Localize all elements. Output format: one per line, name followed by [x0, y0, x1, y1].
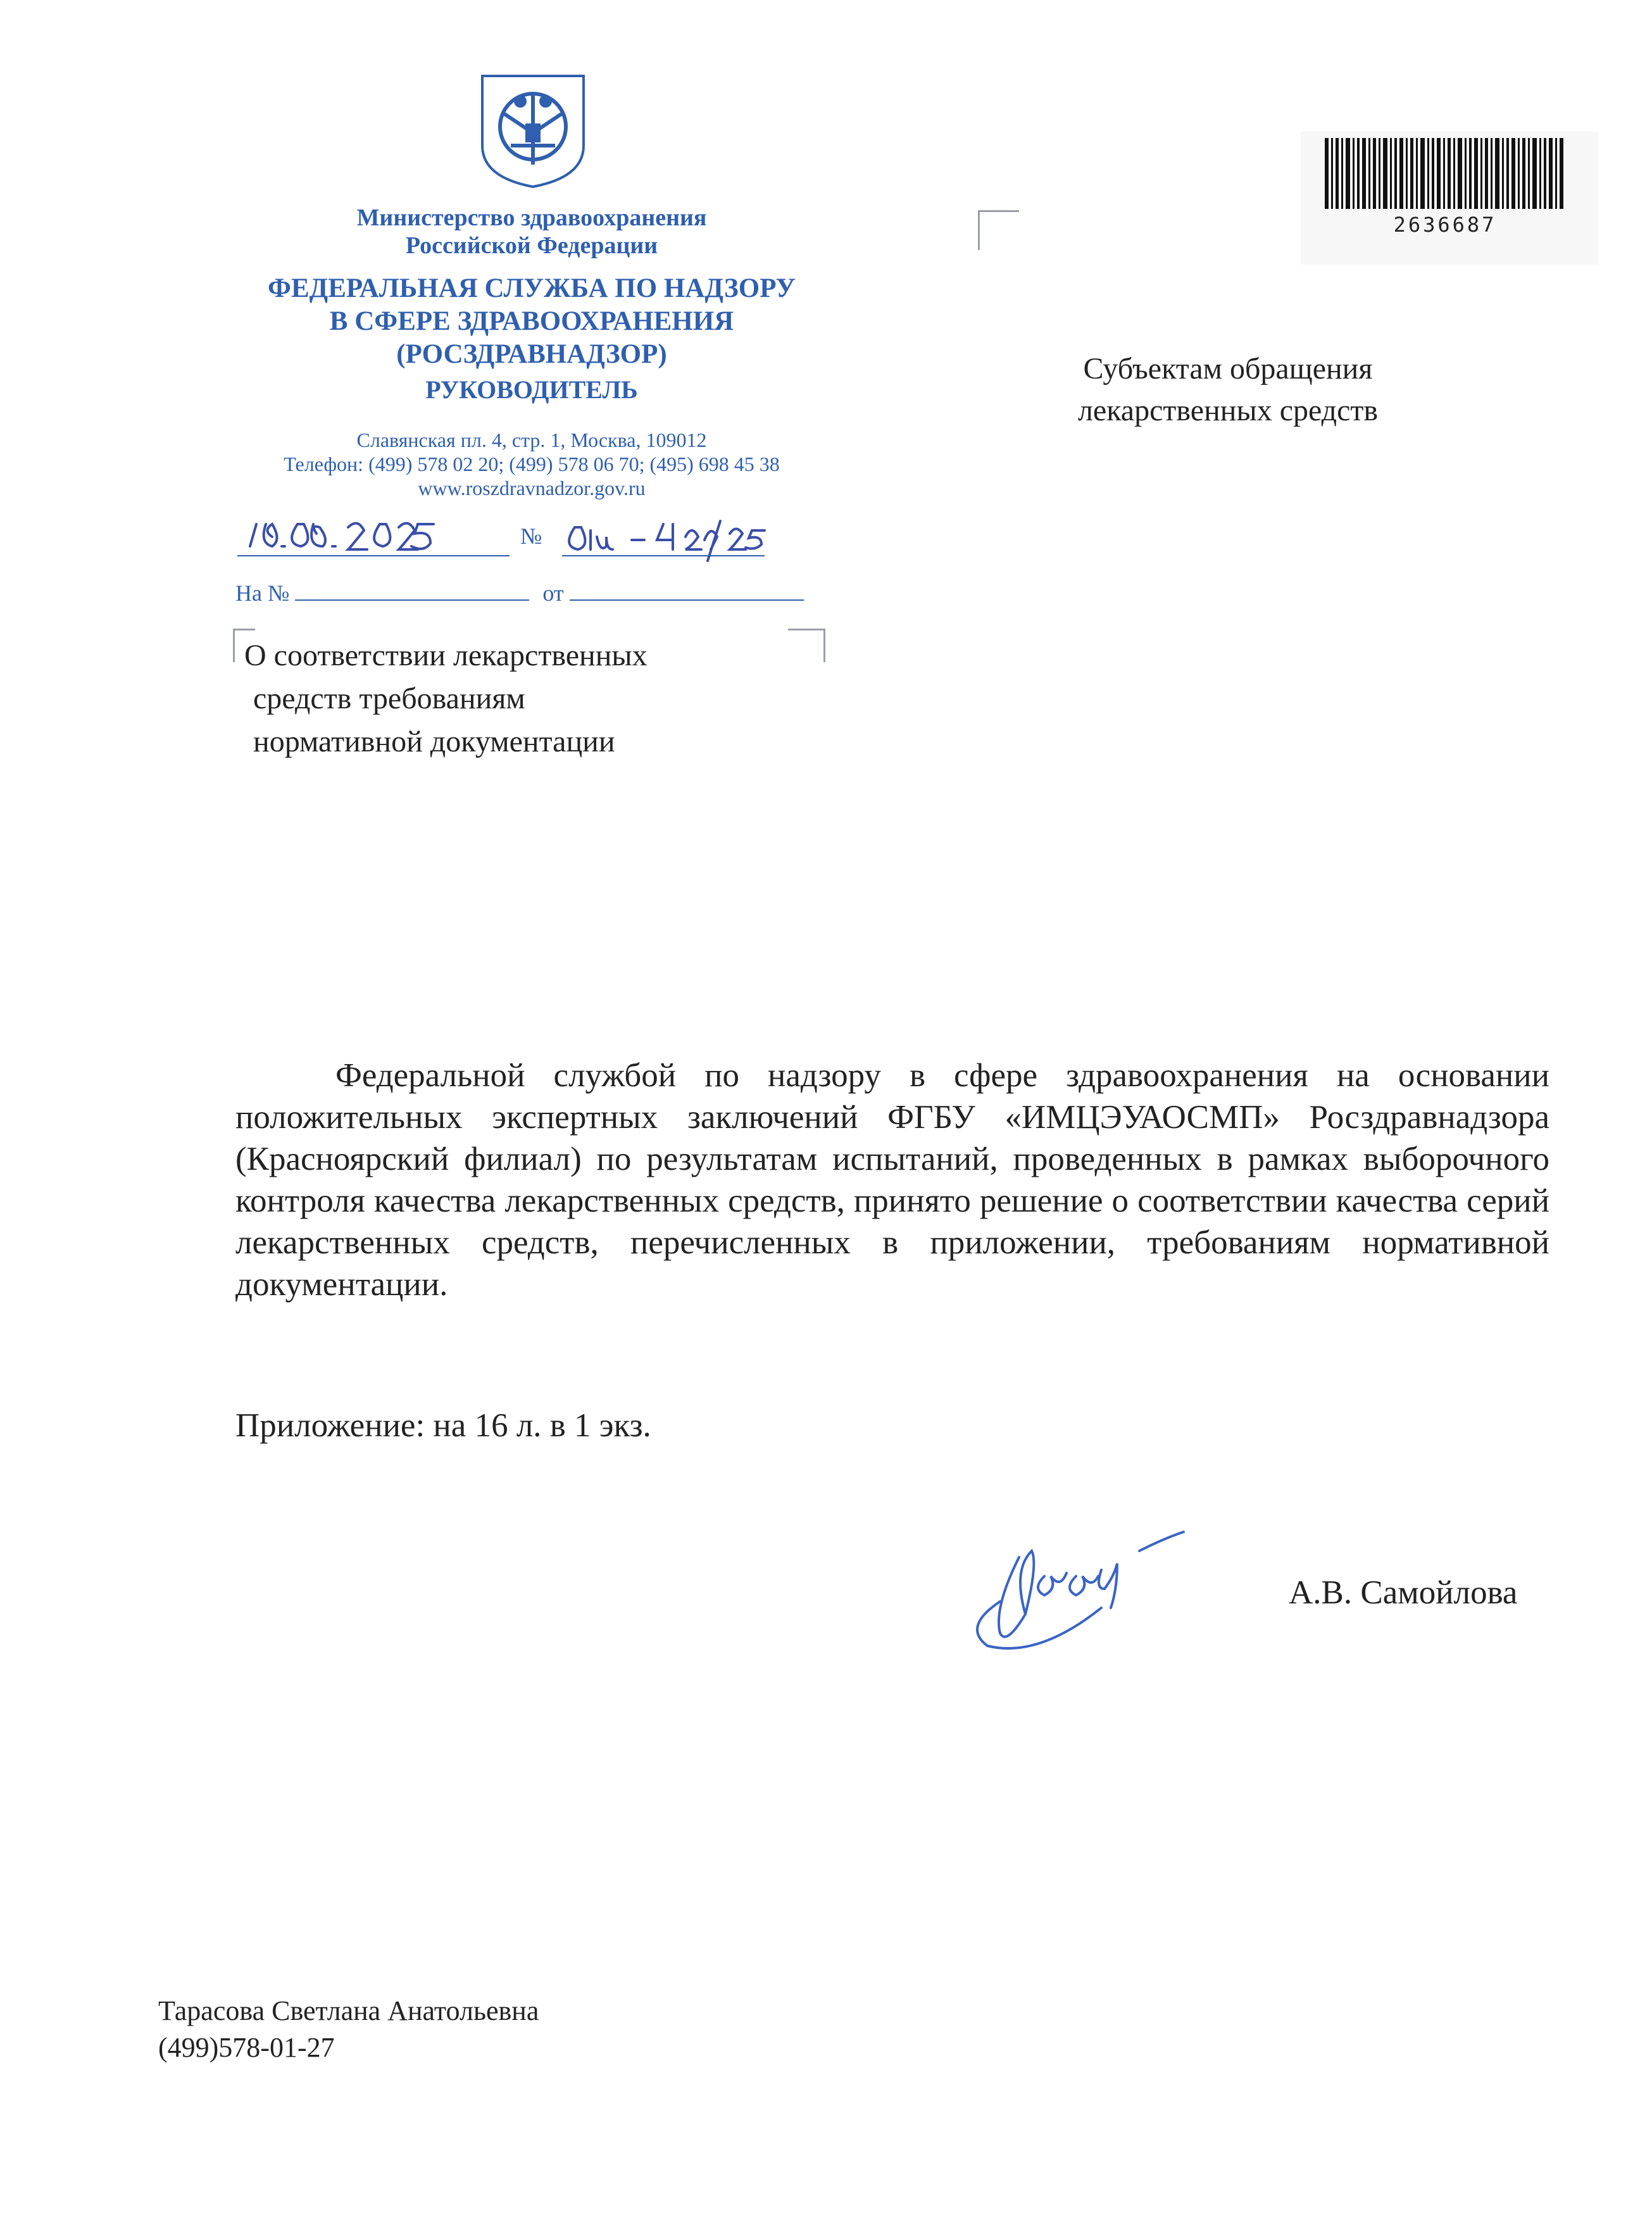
role-title: РУКОВОДИТЕЛЬ	[425, 375, 638, 404]
coat-of-arms-icon	[476, 70, 590, 190]
subject-line-2: средств требованиям	[253, 682, 525, 715]
ministry-name	[165, 204, 899, 260]
body-paragraph: Федеральной службой по надзору в сфере здравоохранения на основании положительных экспертных заключений ФГБУ «ИМЦЭУАОСМП» Росздравнадзора (Красноярский филиал) по результатам испытаний, проведенных в рамках выборочного контроля качества лекарственных средств, принято решение о соответствии качества серий лекарственных средств, перечисленных в приложении, требованиям нормативной документации.	[235, 1057, 1549, 1303]
reference-line	[235, 580, 804, 606]
addressee-line-2: лекарственных средств	[1077, 394, 1379, 427]
handwritten-date	[237, 511, 510, 562]
ministry-line-2: Российской Федерации	[405, 232, 658, 259]
addressee	[1006, 348, 1449, 432]
ministry-line-1: Министерство здравоохранения	[356, 204, 707, 231]
reference-date-label: от	[542, 580, 564, 606]
executor-contact	[158, 1993, 539, 2066]
addressee-bracket-left	[978, 210, 1019, 250]
barcode-number: 2636687	[1393, 213, 1497, 237]
service-line-1: ФЕДЕРАЛЬНАЯ СЛУЖБА ПО НАДЗОРУ	[268, 273, 796, 303]
number-sign: №	[520, 523, 542, 549]
subject-line-1: О соответствии лекарственных	[244, 639, 648, 672]
address: Славянская пл. 4, стр. 1, Москва, 109012	[356, 429, 707, 451]
contact-block	[165, 428, 899, 500]
signature	[949, 1500, 1329, 1665]
handwritten-number	[562, 511, 879, 562]
website: www.roszdravnadzor.gov.ru	[418, 477, 646, 499]
addressee-line-1: Субъектам обращения	[1083, 352, 1373, 386]
signer-name: А.В. Самойлова	[1289, 1574, 1518, 1611]
service-line-3: (РОСЗДРАВНАДЗОР)	[396, 339, 667, 369]
barcode-icon	[1325, 138, 1565, 209]
subject	[244, 634, 814, 763]
executor-name: Тарасова Светлана Анатольевна	[158, 1995, 539, 2026]
attachment-note: Приложение: на 16 л. в 1 экз.	[235, 1407, 651, 1444]
subject-line-3: нормативной документации	[253, 725, 615, 758]
executor-phone: (499)578-01-27	[158, 2032, 335, 2063]
service-name	[165, 272, 899, 371]
service-line-2: В СФЕРЕ ЗДРАВООХРАНЕНИЯ	[329, 306, 734, 336]
letter-body	[235, 1055, 1549, 1305]
phone-numbers: Телефон: (499) 578 02 20; (499) 578 06 70; (495) 698 45 38	[284, 453, 780, 475]
reference-number-label: На №	[235, 580, 290, 606]
